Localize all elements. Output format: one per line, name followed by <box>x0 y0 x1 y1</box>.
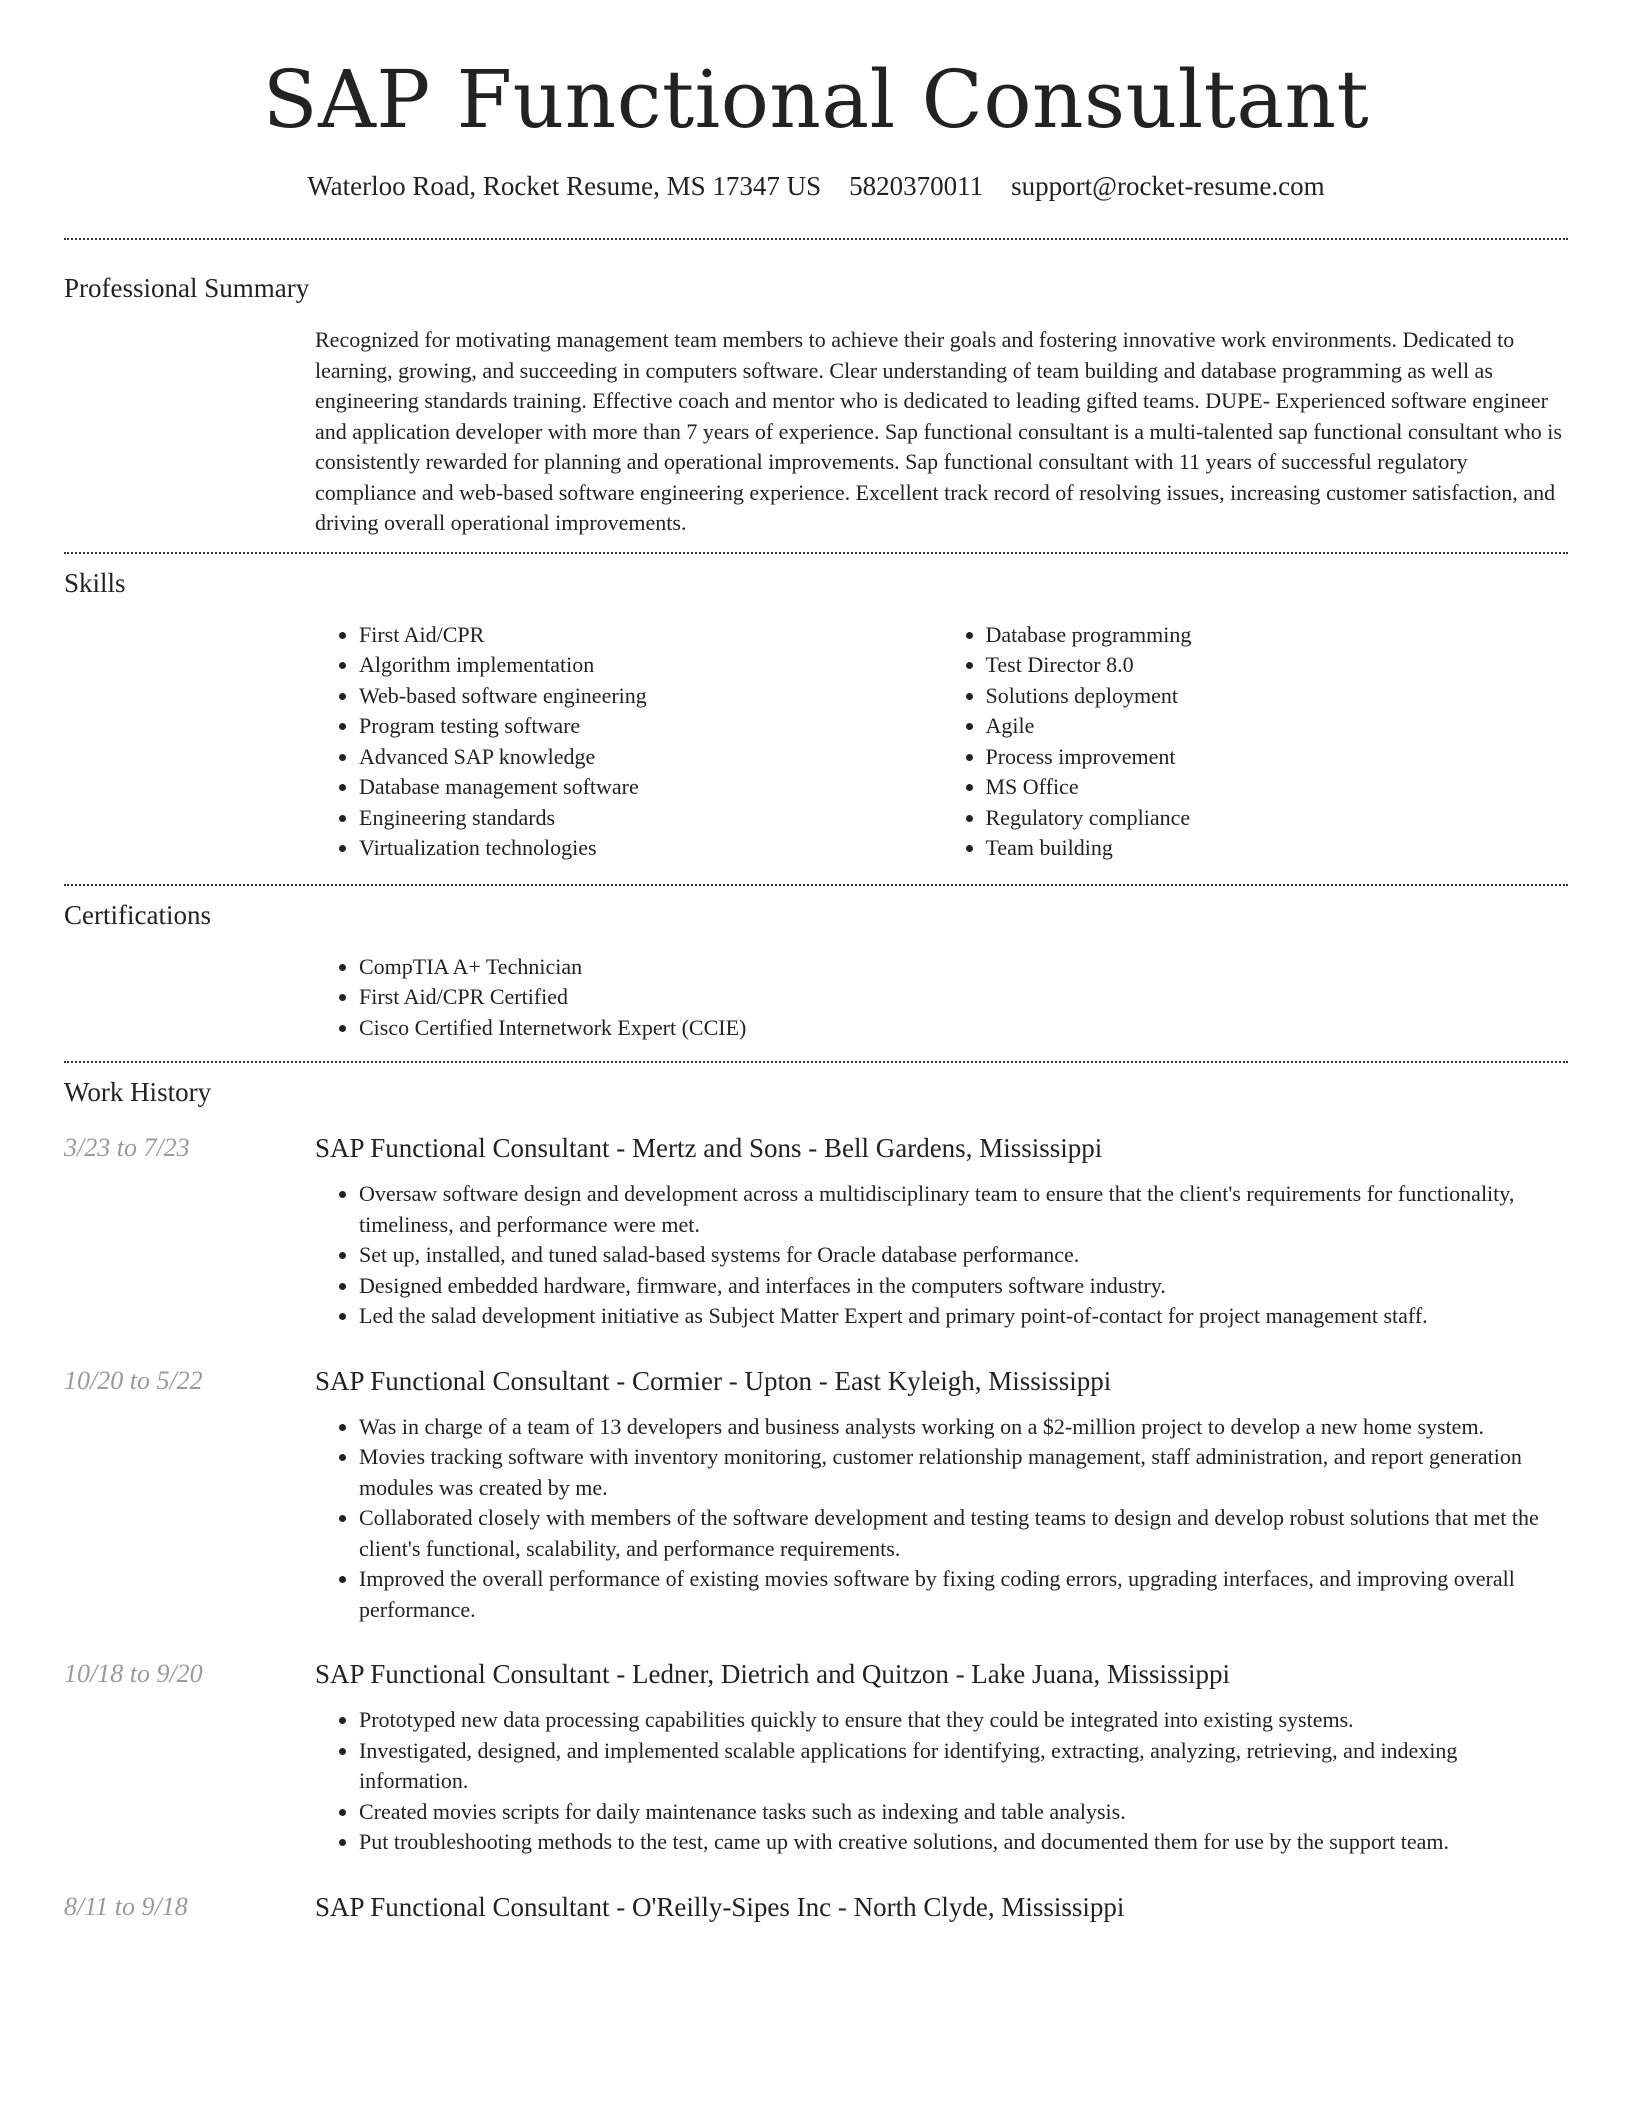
job-title: SAP Functional Consultant - Mertz and Sons - Bell Gardens, Mississippi <box>315 1133 1103 1163</box>
resume-name: SAP Functional Consultant <box>262 53 1370 146</box>
work-section <box>64 1063 1568 1924</box>
job-dates: 10/20 to 5/22 <box>64 1365 203 1395</box>
job-details <box>315 1705 1568 1858</box>
job-bullet: • Set up, installed, and tuned salad-based systems for Oracle database performance. <box>359 1240 1568 1271</box>
contact-email: support@rocket-resume.com <box>1011 171 1325 201</box>
certifications-heading: Certifications <box>64 899 211 930</box>
job-details <box>315 1412 1568 1626</box>
job-entry <box>64 1657 1568 1858</box>
job-bullet: • Led the salad development initiative as Subject Matter Expert and primary point-of-contact for project management staff. <box>359 1301 1568 1332</box>
job-bullet-list <box>315 1179 1568 1332</box>
job-bullet: • Oversaw software design and development across a multidisciplinary team to ensure that the client's requirements for functionality, timeliness, and performance were met. <box>359 1179 1568 1240</box>
skills-section <box>64 554 1568 864</box>
skill-item: • Regulatory compliance <box>986 803 1569 834</box>
certifications-content <box>315 952 1568 1044</box>
job-bullet: • Designed embedded hardware, firmware, and interfaces in the computers software industry. <box>359 1271 1568 1302</box>
skills-heading: Skills <box>64 567 126 598</box>
skill-item: • First Aid/CPR <box>359 620 942 651</box>
certifications-section <box>64 886 1568 1044</box>
skill-item: • Engineering standards <box>359 803 942 834</box>
skill-item: • Advanced SAP knowledge <box>359 742 942 773</box>
job-dates: 8/11 to 9/18 <box>64 1891 188 1921</box>
job-entry <box>64 1131 1568 1332</box>
job-details <box>315 1179 1568 1332</box>
certification-item: • Cisco Certified Internetwork Expert (CCIE) <box>359 1013 1568 1044</box>
summary-section <box>64 240 1568 539</box>
job-bullet-list <box>315 1705 1568 1858</box>
summary-content <box>315 325 1568 539</box>
job-dates: 10/18 to 9/20 <box>64 1659 203 1688</box>
job-dates: 3/23 to 7/23 <box>64 1133 190 1162</box>
summary-heading: Professional Summary <box>64 273 310 303</box>
skill-item: • Web-based software engineering <box>359 681 942 712</box>
job-bullet: • Created movies scripts for daily maintenance tasks such as indexing and table analysis. <box>359 1797 1568 1828</box>
job-bullet: • Put troubleshooting methods to the test, came up with creative solutions, and documented them for use by the support team. <box>359 1827 1568 1858</box>
work-heading: Work History <box>64 1077 212 1107</box>
job-title: SAP Functional Consultant - Ledner, Dietrich and Quitzon - Lake Juana, Mississippi <box>315 1659 1231 1689</box>
certifications-list <box>315 952 1568 1044</box>
skill-item: • Database programming <box>986 620 1569 651</box>
skill-item: • Agile <box>986 711 1569 742</box>
job-bullet: • Movies tracking software with inventory monitoring, customer relationship management, staff administration, and report generation modules was created by me. <box>359 1442 1568 1503</box>
skill-item: • Process improvement <box>986 742 1569 773</box>
skill-item: • Team building <box>986 833 1569 864</box>
skill-item: • Solutions deployment <box>986 681 1569 712</box>
skills-left-list <box>315 620 942 864</box>
job-entry <box>64 1890 1568 1924</box>
job-entry <box>64 1364 1568 1626</box>
job-bullet: • Investigated, designed, and implemented scalable applications for identifying, extracting, analyzing, retrieving, and indexing information. <box>359 1736 1568 1797</box>
job-bullet: • Prototyped new data processing capabilities quickly to ensure that they could be integrated into existing systems. <box>359 1705 1568 1736</box>
jobs-container <box>64 1131 1568 1924</box>
skill-item: • Program testing software <box>359 711 942 742</box>
contact-line <box>64 168 1568 204</box>
skill-item: • MS Office <box>986 772 1569 803</box>
certification-item: • CompTIA A+ Technician <box>359 952 1568 983</box>
job-bullet: • Collaborated closely with members of the software development and testing teams to design and develop robust solutions that met the client's functional, scalability, and performance requirements. <box>359 1503 1568 1564</box>
contact-address: Waterloo Road, Rocket Resume, MS 17347 US <box>307 171 822 201</box>
job-bullet: • Was in charge of a team of 13 developers and business analysts working on a $2-million project to develop a new home system. <box>359 1412 1568 1443</box>
job-title: SAP Functional Consultant - O'Reilly-Sipes Inc - North Clyde, Mississippi <box>315 1891 1125 1922</box>
job-bullet: • Improved the overall performance of existing movies software by fixing coding errors, upgrading interfaces, and improving overall performance. <box>359 1564 1568 1625</box>
skill-item: • Algorithm implementation <box>359 650 942 681</box>
skill-item: • Database management software <box>359 772 942 803</box>
contact-phone: 5820370011 <box>849 171 984 201</box>
skills-content <box>315 620 1568 864</box>
job-title: SAP Functional Consultant - Cormier - Upton - East Kyleigh, Mississippi <box>315 1365 1112 1396</box>
resume-page <box>64 0 1568 1956</box>
skill-item: • Test Director 8.0 <box>986 650 1569 681</box>
summary-text: Recognized for motivating management team members to achieve their goals and fostering innovative work environments. Dedicated to learning, growing, and succeeding in computers software. Clear understanding of team building and database programming as well as engineering standards training. Effective coach and mentor who is dedicated to leading gifted teams. DUPE- Experienced software engineer and application developer with more than 7 years of experience. Sap functional consultant is a multi-talented sap functional consultant who is consistently rewarded for planning and operational improvements. Sap functional consultant with 11 years of successful regulatory compliance and web-based software engineering experience. Excellent track record of resolving issues, increasing customer satisfaction, and driving overall operational improvements. <box>315 327 1562 535</box>
skills-right-list <box>942 620 1569 864</box>
certification-item: • First Aid/CPR Certified <box>359 982 1568 1013</box>
skill-item: • Virtualization technologies <box>359 833 942 864</box>
job-bullet-list <box>315 1412 1568 1626</box>
